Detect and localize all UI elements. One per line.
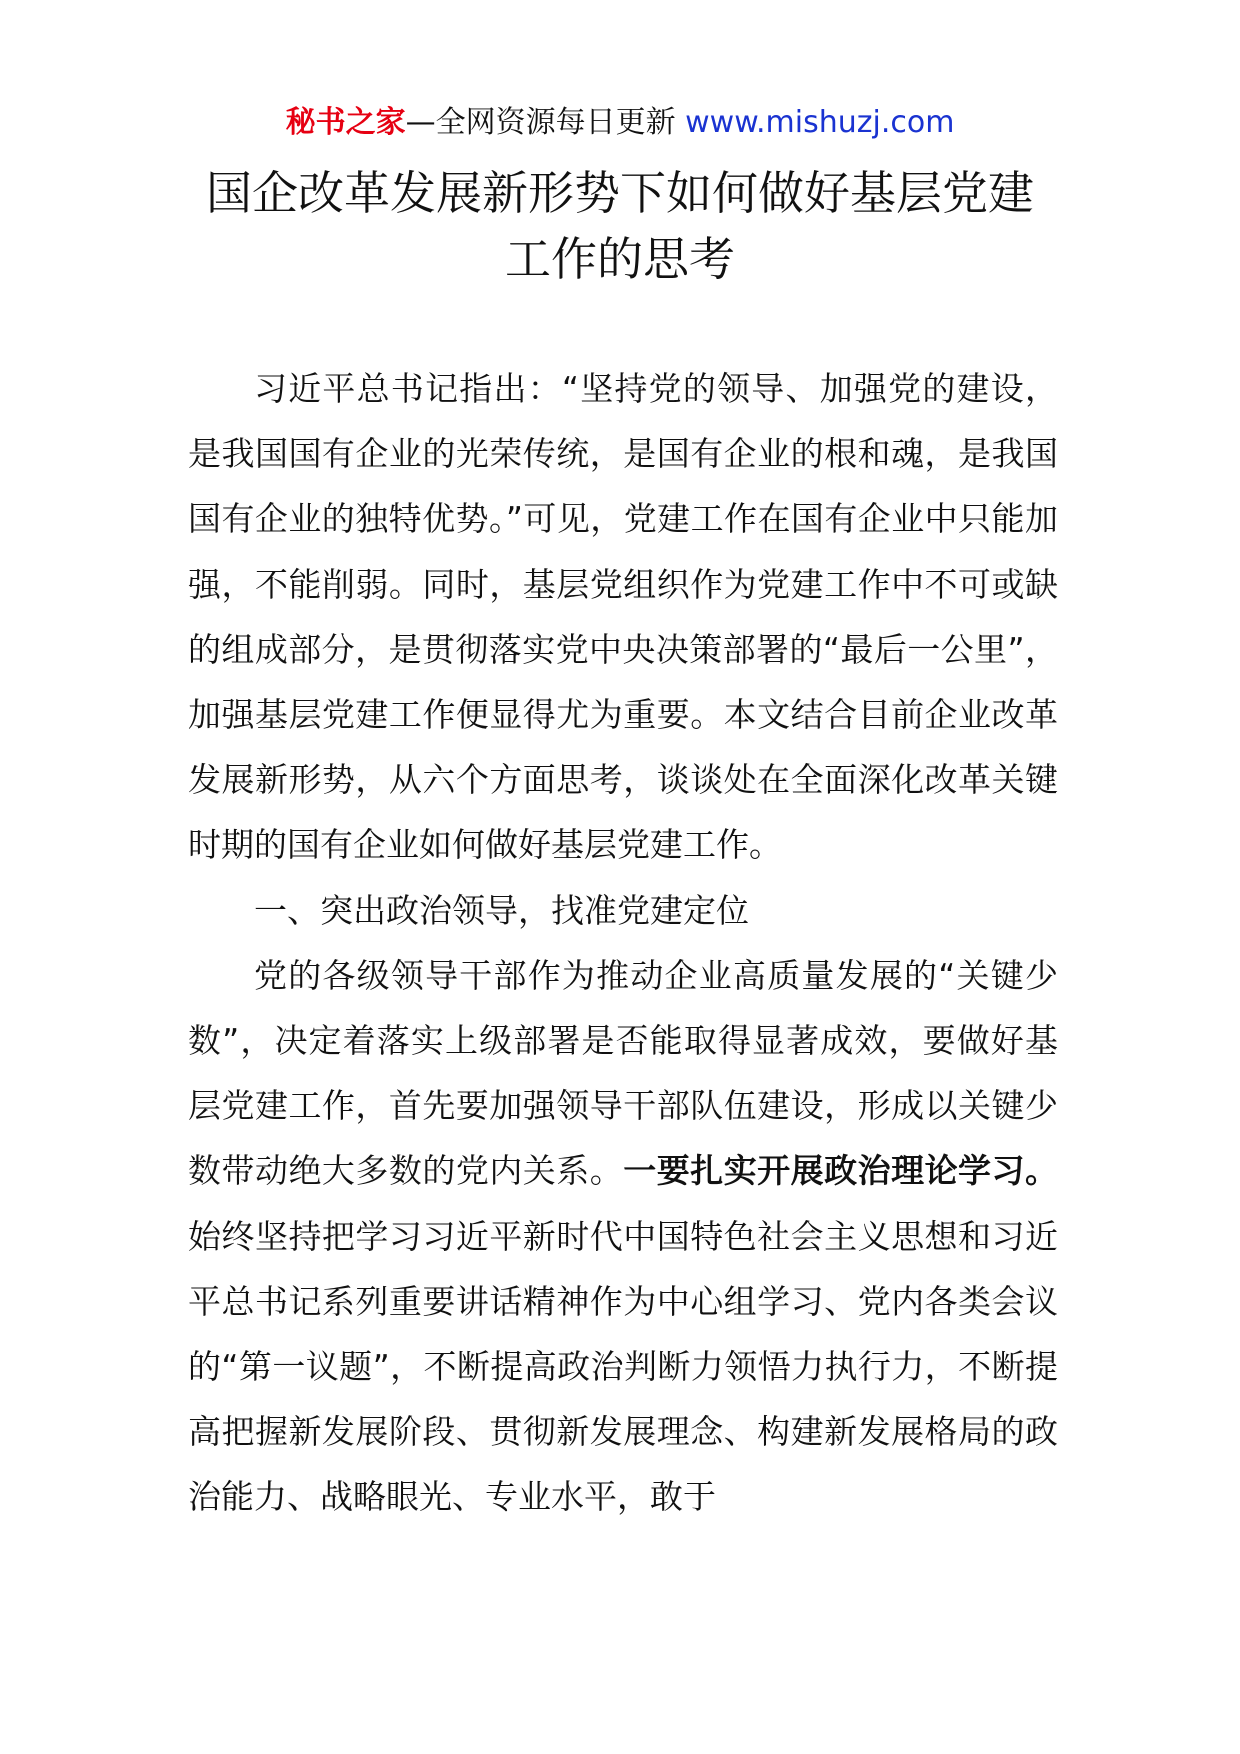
section-1-paragraph-rest: 始终坚持把学习习近平新时代中国特色社会主义思想和习近平总书记系列重要讲话精神作为中心组学习、党内各类会议的“第一议题”，不断提高政治判断力领悟力执行力，不断提高把握新发展阶段、贯彻新发展理念、构建新发展格局的政治能力、战略眼光、专业水平，敢于 <box>188 1216 1058 1517</box>
document-title-line-2: 工作的思考 <box>505 232 735 286</box>
intro-paragraph: 习近平总书记指出：“坚持党的领导、加强党的建设，是我国国有企业的光荣传统，是国有企业的根和魂，是我国国有企业的独特优势。”可见，党建工作在国有企业中只能加强，不能削弱。同时，基层党组织作为党建工作中不可或缺的组成部分，是贯彻落实党中央决策部署的“最后一公里”，加强基层党建工作便显得尤为重要。本文结合目前企业改革发展新形势，从六个方面思考，谈谈处在全面深化改革关键时期的国有企业如何做好基层党建工作。 <box>188 369 1058 865</box>
section-1-bold-point: 一要扎实开展政治理论学习。 <box>623 1151 1059 1191</box>
site-url-link[interactable]: www.mishuzj.com <box>685 105 955 140</box>
document-title-line-1: 国企改革发展新形势下如何做好基层党建 <box>206 166 1034 220</box>
section-heading-1: 一、突出政治领导，找准党建定位 <box>254 890 749 930</box>
site-tagline: —全网资源每日更新 <box>405 105 686 140</box>
section-1-paragraph-start: 党的各级领导干部作为推动企业高质量发展的“关键少数”，决定着落实上级部署是否能取得显著成效，要做好基层党建工作，首先要加强领导干部队伍建设，形成以关键少数带动绝大多数的党内关系。 <box>188 955 1058 1191</box>
section-1-paragraph <box>188 943 1058 1530</box>
site-brand: 秘书之家 <box>285 105 406 140</box>
document-title <box>150 160 1090 292</box>
document-body <box>188 356 1058 1530</box>
site-header <box>0 103 1240 143</box>
